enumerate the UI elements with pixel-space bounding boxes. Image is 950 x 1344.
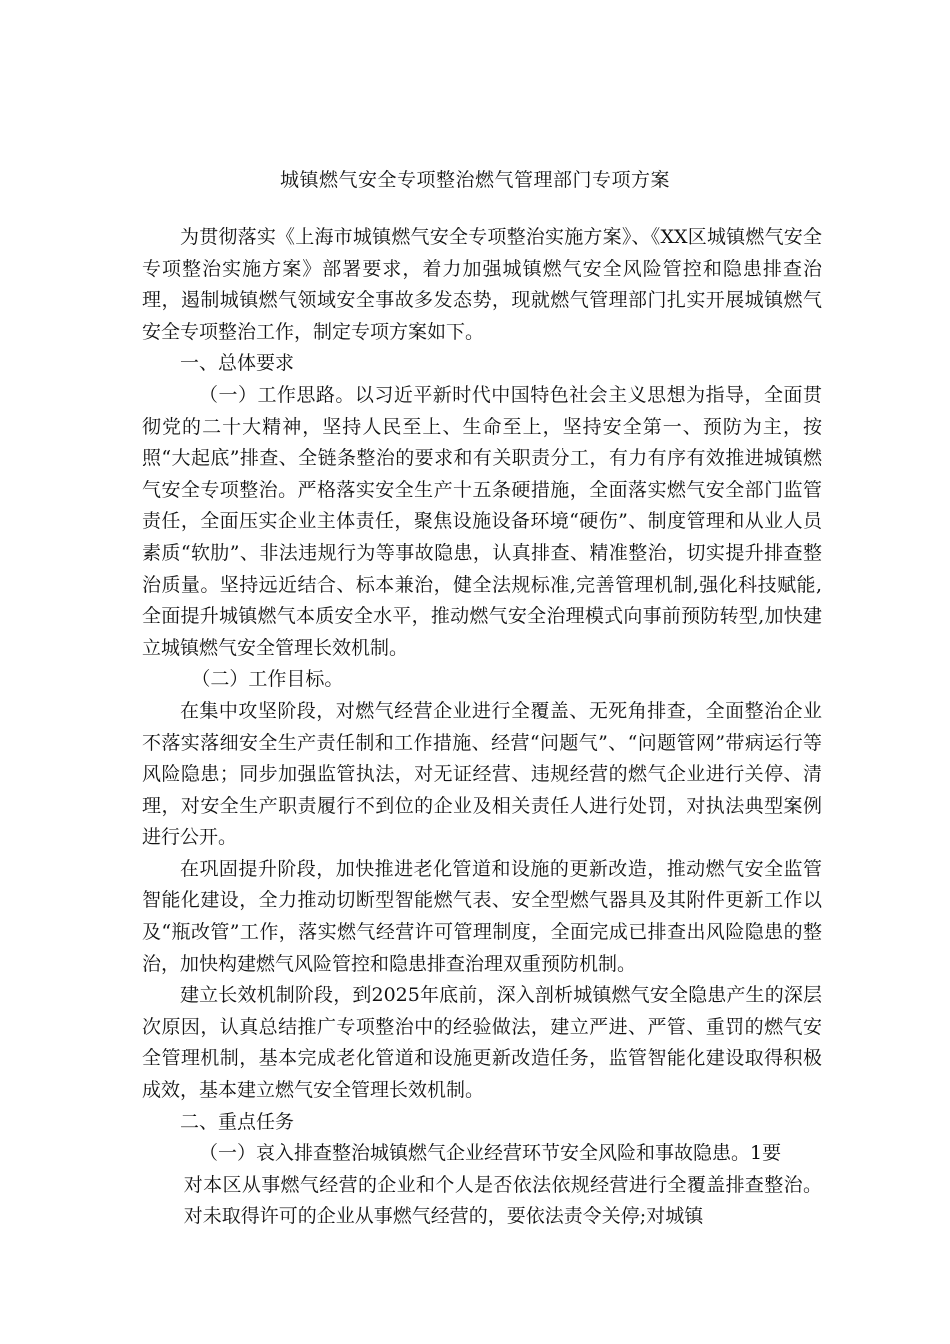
goal-phase-1-paragraph: 在集中攻坚阶段，对燃气经营企业进行全覆盖、无死角排查，全面整治企业不落实落细安全生产责任制和工作措施、经营“问题气”、“问题管网”带病运行等风险隐患；同步加强监管执法，对无证经营、违规经营的燃气企业进行关停、清理，对安全生产职责履行不到位的企业及相关责任人进行处罚，对执法典型案例进行公开。 — [142, 699, 822, 849]
goal-phase-2-paragraph: 在巩固提升阶段，加快推进老化管道和设施的更新改造，推动燃气安全监管智能化建设，全力推动切断型智能燃气表、安全型燃气器具及其附件更新工作以及“瓶改管”工作，落实燃气经营许可管理制度，全面完成已排查出风险隐患的整治，加快构建燃气风险管控和隐患排查治理双重预防机制。 — [142, 857, 822, 975]
intro-paragraph: 为贯彻落实《上海市城镇燃气安全专项整治实施方案》、《XX区城镇燃气安全专项整治实施方案》部署要求，着力加强城镇燃气安全风险管控和隐患排查治理，遏制城镇燃气领域安全事故多发态势，现就燃气管理部门扎实开展城镇燃气安全专项整治工作，制定专项方案如下。 — [142, 226, 822, 343]
task-1-paragraph: 对本区从事燃气经营的企业和个人是否依法依规经营进行全覆盖排查整治。对未取得许可的企业从事燃气经营的，要依法责令关停;对城镇 — [183, 1173, 822, 1228]
task-1-heading: （一）哀入排查整治城镇燃气企业经营环节安全风险和事故隐患。1要 — [199, 1142, 782, 1165]
document-title: 城镇燃气安全专项整治燃气管理部门专项方案 — [279, 169, 670, 191]
work-approach-paragraph: （一）工作思路。以习近平新时代中国特色社会主义思想为指导，全面贯彻党的二十大精神，坚持人民至上、生命至上，坚持安全第一、预防为主，按照“大起底”排查、全链条整治的要求和有关职责分工，有力有序有效推进城镇燃气安全专项整治。严格落实安全生产十五条硬措施，全面落实燃气安全部门监管责任，全面压实企业主体责任，聚焦设施设备环境“硬伤”、制度管理和从业人员素质“软肋”、非法违规行为等事故隐患，认真排查、精准整治，切实提升排查整治质量。坚持远近结合、标本兼治，健全法规标准,完善管理机制,强化科技赋能,全面提升城镇燃气本质安全水平，推动燃气安全治理模式向事前预防转型,加快建立城镇燃气安全管理长效机制。 — [142, 383, 822, 659]
work-goals-heading: （二）工作目标。 — [191, 668, 344, 691]
goal-phase-3-paragraph: 建立长效机制阶段，到2025年底前，深入剖析城镇燃气安全隐患产生的深层次原因，认真总结推广专项整治中的经验做法，建立严进、严管、重罚的燃气安全管理机制，基本完成老化管道和设施更新改造任务，监管智能化建设取得积极成效，基本建立燃气安全管理长效机制。 — [142, 984, 822, 1102]
section-heading-general-requirements: 一、总体要求 — [180, 352, 295, 375]
section-heading-key-tasks: 二、重点任务 — [180, 1110, 295, 1133]
document-body — [142, 222, 822, 1233]
